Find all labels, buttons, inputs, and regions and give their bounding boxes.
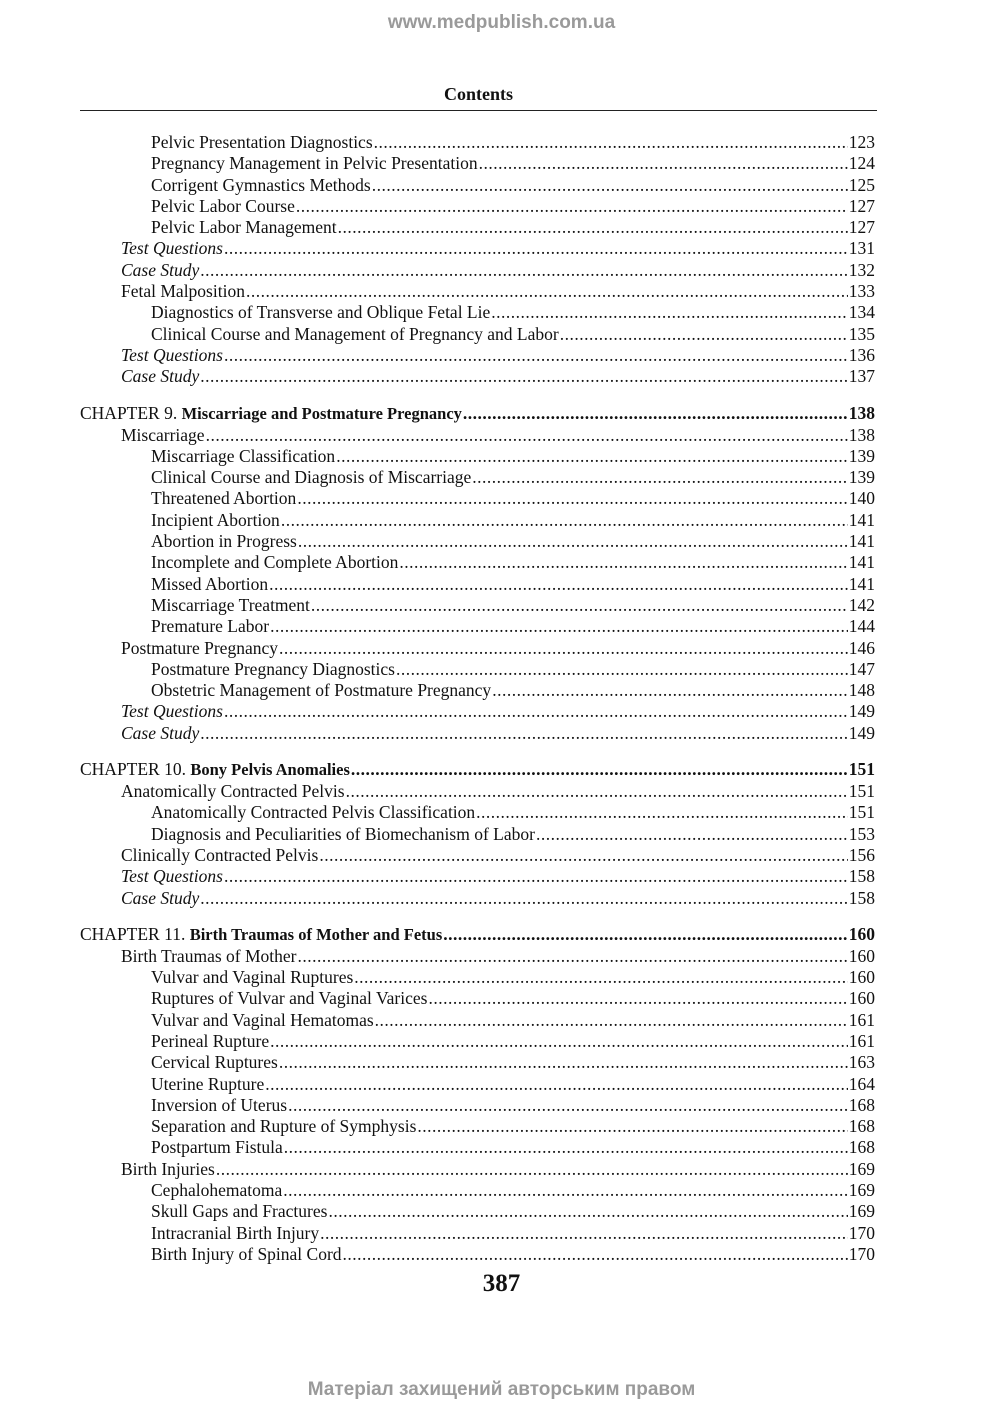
toc-entry-title: Pregnancy Management in Pelvic Presentation xyxy=(151,153,478,174)
toc-page-number: 144 xyxy=(848,616,875,637)
toc-entry-row xyxy=(80,531,875,552)
toc-entry-row xyxy=(80,510,875,531)
toc-entry-row xyxy=(80,446,875,467)
toc-entry-title: Threatened Abortion xyxy=(151,488,297,509)
toc-entry-title: Pelvic Labor Management xyxy=(151,217,337,238)
toc-chapter-label: CHAPTER 11. xyxy=(80,923,186,944)
toc-page-number: 127 xyxy=(848,195,875,216)
toc-entry-title: Pelvic Labor Course xyxy=(151,195,295,216)
toc-entry-title: Inversion of Uterus xyxy=(151,1094,288,1115)
toc-entry-title: Test Questions xyxy=(121,344,223,365)
toc-entry-row xyxy=(80,638,875,659)
toc-page-number: 146 xyxy=(848,637,875,658)
toc-entry-row xyxy=(80,1180,875,1201)
toc-entry-row xyxy=(80,1159,875,1180)
toc-page-number: 156 xyxy=(848,844,875,865)
dot-leader xyxy=(288,1095,848,1116)
toc-entry-title: Case Study xyxy=(121,259,200,280)
dot-leader xyxy=(200,260,847,281)
toc-entry-row xyxy=(80,888,875,909)
dot-leader xyxy=(399,552,847,573)
dot-leader xyxy=(472,467,847,488)
toc-entry-title: Incomplete and Complete Abortion xyxy=(151,552,399,573)
toc-page-number: 168 xyxy=(848,1116,875,1137)
toc-page-number: 160 xyxy=(848,967,875,988)
toc-entry-title: Case Study xyxy=(121,887,200,908)
dot-leader xyxy=(417,1116,847,1137)
toc-entry-row xyxy=(80,488,875,509)
dot-leader xyxy=(224,345,848,366)
dot-leader xyxy=(372,175,848,196)
dot-leader xyxy=(491,302,847,323)
toc-page-number: 158 xyxy=(848,866,875,887)
toc-page-number: 148 xyxy=(848,680,875,701)
dot-leader xyxy=(476,802,848,823)
dot-leader xyxy=(320,1223,848,1244)
toc-page-number: 138 xyxy=(848,402,875,423)
toc-chapter-title: Bony Pelvis Anomalies xyxy=(190,760,350,780)
dot-leader xyxy=(479,153,848,174)
dot-leader xyxy=(297,488,847,509)
toc-page-number: 137 xyxy=(848,366,875,387)
dot-leader xyxy=(351,757,848,781)
copyright-footer: Матеріал захищений авторським правом xyxy=(307,1379,696,1400)
toc-page-number: 158 xyxy=(848,887,875,908)
toc-page-number: 161 xyxy=(848,1009,875,1030)
toc-entry-row xyxy=(80,1074,875,1095)
toc-chapter-label: CHAPTER 9. xyxy=(80,402,178,423)
toc-entry-title: Incipient Abortion xyxy=(151,509,280,530)
toc-chapter-heading xyxy=(80,757,350,782)
dot-leader xyxy=(443,922,847,946)
toc-entry-title: Miscarriage Classification xyxy=(151,445,336,466)
dot-leader xyxy=(298,531,848,552)
toc-entry-title: Vulvar and Vaginal Hematomas xyxy=(151,1009,374,1030)
toc-chapter-row xyxy=(80,401,875,425)
toc-page-number: 153 xyxy=(848,823,875,844)
toc-page-number: 160 xyxy=(848,945,875,966)
dot-leader xyxy=(296,196,848,217)
toc-entry-row xyxy=(80,802,875,823)
toc-entry-row xyxy=(80,967,875,988)
toc-entry-title: Birth Injury of Spinal Cord xyxy=(151,1243,342,1264)
toc-entry-row xyxy=(80,217,875,238)
toc-page-number: 164 xyxy=(848,1073,875,1094)
toc-entry-title: Diagnostics of Transverse and Oblique Fetal Lie xyxy=(151,302,491,323)
toc-page-number: 140 xyxy=(848,488,875,509)
toc-entry-title: Miscarriage Treatment xyxy=(151,594,310,615)
toc-entry-title: Anatomically Contracted Pelvis xyxy=(121,781,345,802)
toc-entry-title: Abortion in Progress xyxy=(151,531,297,552)
toc-page-number: 131 xyxy=(848,238,875,259)
toc-page-number: 141 xyxy=(848,531,875,552)
toc-entry-title: Case Study xyxy=(121,722,200,743)
toc-entry-row xyxy=(80,196,875,217)
toc-entry-row xyxy=(80,1244,875,1265)
toc-page-number: 163 xyxy=(848,1052,875,1073)
toc-entry-row xyxy=(80,1010,875,1031)
toc-entry-row xyxy=(80,659,875,680)
toc-entry-title: Test Questions xyxy=(121,866,223,887)
toc-entry-row xyxy=(80,574,875,595)
toc-page-number: 138 xyxy=(848,424,875,445)
toc-entry-row xyxy=(80,866,875,887)
toc-entry-row xyxy=(80,324,875,345)
dot-leader xyxy=(298,946,848,967)
toc-page-number: 125 xyxy=(848,174,875,195)
toc-page-number: 136 xyxy=(848,344,875,365)
toc-entry-title: Vulvar and Vaginal Ruptures xyxy=(151,967,354,988)
toc-entry-row xyxy=(80,781,875,802)
toc-entry-title: Fetal Malposition xyxy=(121,281,245,302)
toc-entry-title: Uterine Rupture xyxy=(151,1073,265,1094)
toc-chapter-title: Miscarriage and Postmature Pregnancy xyxy=(181,403,462,423)
toc-page-number: 134 xyxy=(848,302,875,323)
dot-leader xyxy=(270,616,848,637)
dot-leader xyxy=(224,701,848,722)
toc-page-number: 169 xyxy=(848,1201,875,1222)
toc-entry-title: Diagnosis and Peculiarities of Biomechanism of Labor xyxy=(151,823,535,844)
dot-leader xyxy=(279,638,848,659)
toc-entry-row xyxy=(80,1137,875,1158)
toc-page-number: 170 xyxy=(848,1222,875,1243)
toc-page-number: 168 xyxy=(848,1094,875,1115)
toc-entry-row xyxy=(80,238,875,259)
toc-page-number: 147 xyxy=(848,658,875,679)
dot-leader xyxy=(246,281,848,302)
toc-entry-title: Clinically Contracted Pelvis xyxy=(121,844,319,865)
dot-leader xyxy=(492,680,848,701)
toc-entry-title: Cervical Ruptures xyxy=(151,1052,278,1073)
toc-entry-row xyxy=(80,1031,875,1052)
toc-entry-row xyxy=(80,824,875,845)
toc-entry-title: Obstetric Management of Postmature Pregnancy xyxy=(151,680,492,701)
toc-entry-row xyxy=(80,345,875,366)
toc-page-number: 141 xyxy=(848,552,875,573)
toc-page-number: 151 xyxy=(848,759,875,780)
dot-leader xyxy=(265,1074,848,1095)
toc-entry-row xyxy=(80,366,875,387)
dot-leader xyxy=(346,781,848,802)
toc-entry-row xyxy=(80,281,875,302)
toc-entry-row xyxy=(80,175,875,196)
toc-entry-row xyxy=(80,845,875,866)
toc-page-number: 133 xyxy=(848,281,875,302)
toc-page-number: 127 xyxy=(848,217,875,238)
dot-leader xyxy=(343,1244,848,1265)
dot-leader xyxy=(428,988,847,1009)
toc-entry-row xyxy=(80,680,875,701)
toc-page-number: 139 xyxy=(848,467,875,488)
toc-page-number: 149 xyxy=(848,701,875,722)
dot-leader xyxy=(396,659,848,680)
toc-entry-title: Clinical Course and Management of Pregnancy and Labor xyxy=(151,323,559,344)
toc-page-number: 151 xyxy=(848,781,875,802)
header-divider xyxy=(80,110,877,111)
toc-entry-title: Birth Traumas of Mother xyxy=(121,945,297,966)
dot-leader xyxy=(560,324,848,345)
toc-chapter-heading xyxy=(80,922,442,947)
dot-leader xyxy=(328,1201,847,1222)
dot-leader xyxy=(311,595,848,616)
toc-entry-row xyxy=(80,1116,875,1137)
page-number: 387 xyxy=(482,1270,521,1297)
toc-entry-title: Perineal Rupture xyxy=(151,1030,270,1051)
toc-entry-title: Case Study xyxy=(121,366,200,387)
dot-leader xyxy=(338,217,848,238)
toc-entry-title: Corrigent Gymnastics Methods xyxy=(151,174,371,195)
toc-page-number: 151 xyxy=(848,802,875,823)
toc-entry-row xyxy=(80,260,875,281)
toc-page-number: 168 xyxy=(848,1137,875,1158)
toc-page-number: 142 xyxy=(848,594,875,615)
dot-leader xyxy=(463,401,848,425)
dot-leader xyxy=(536,824,848,845)
dot-leader xyxy=(279,1052,848,1073)
dot-leader xyxy=(224,238,848,259)
toc-entry-title: Pelvic Presentation Diagnostics xyxy=(151,132,373,152)
toc-entry-row xyxy=(80,1201,875,1222)
toc-page-number: 160 xyxy=(848,923,875,944)
toc-page-number: 170 xyxy=(848,1243,875,1264)
dot-leader xyxy=(283,1180,848,1201)
toc-entry-row xyxy=(80,132,875,153)
toc-entry-row xyxy=(80,723,875,744)
dot-leader xyxy=(336,446,848,467)
table-of-contents xyxy=(80,132,875,1265)
toc-entry-title: Cephalohematoma xyxy=(151,1180,283,1201)
toc-page-number: 135 xyxy=(848,323,875,344)
toc-entry-title: Missed Abortion xyxy=(151,573,269,594)
toc-chapter-title: Birth Traumas of Mother and Fetus xyxy=(189,924,443,944)
dot-leader xyxy=(375,1010,848,1031)
toc-entry-row xyxy=(80,1052,875,1073)
toc-entry-title: Intracranial Birth Injury xyxy=(151,1222,320,1243)
toc-entry-title: Postmature Pregnancy xyxy=(121,637,278,658)
toc-entry-row xyxy=(80,153,875,174)
toc-entry-title: Separation and Rupture of Symphysis xyxy=(151,1116,417,1137)
toc-page-number: 141 xyxy=(848,509,875,530)
toc-page-number: 123 xyxy=(848,132,875,152)
dot-leader xyxy=(319,845,847,866)
dot-leader xyxy=(269,574,848,595)
toc-entry-row xyxy=(80,467,875,488)
toc-chapter-row xyxy=(80,757,875,781)
dot-leader xyxy=(200,723,847,744)
toc-page-number: 160 xyxy=(848,988,875,1009)
toc-page-number: 169 xyxy=(848,1158,875,1179)
toc-entry-row xyxy=(80,552,875,573)
toc-page-number: 161 xyxy=(848,1030,875,1051)
toc-entry-row xyxy=(80,701,875,722)
toc-entry-title: Postmature Pregnancy Diagnostics xyxy=(151,658,395,679)
toc-entry-title: Premature Labor xyxy=(151,616,270,637)
dot-leader xyxy=(200,888,847,909)
dot-leader xyxy=(270,1031,848,1052)
toc-chapter-label: CHAPTER 10. xyxy=(80,759,186,780)
dot-leader xyxy=(374,132,848,153)
toc-entry-title: Skull Gaps and Fractures xyxy=(151,1201,328,1222)
running-head: Contents xyxy=(443,84,513,104)
toc-entry-title: Test Questions xyxy=(121,701,223,722)
toc-entry-title: Clinical Course and Diagnosis of Miscarriage xyxy=(151,467,472,488)
toc-page-number: 139 xyxy=(848,445,875,466)
toc-chapter-row xyxy=(80,922,875,946)
toc-entry-row xyxy=(80,1223,875,1244)
toc-entry-title: Postpartum Fistula xyxy=(151,1137,283,1158)
toc-entry-row xyxy=(80,302,875,323)
toc-page-number: 132 xyxy=(848,259,875,280)
dot-leader xyxy=(224,866,848,887)
toc-entry-title: Ruptures of Vulvar and Vaginal Varices xyxy=(151,988,428,1009)
toc-entry-row xyxy=(80,1095,875,1116)
dot-leader xyxy=(200,366,847,387)
toc-chapter-heading xyxy=(80,401,462,426)
toc-entry-row xyxy=(80,595,875,616)
dot-leader xyxy=(216,1159,848,1180)
toc-entry-title: Anatomically Contracted Pelvis Classification xyxy=(151,802,476,823)
site-url: www.medpublish.com.ua xyxy=(387,12,616,33)
toc-page-number: 169 xyxy=(848,1180,875,1201)
toc-entry-title: Miscarriage xyxy=(121,424,205,445)
dot-leader xyxy=(281,510,848,531)
toc-entry-row xyxy=(80,946,875,967)
toc-page-number: 149 xyxy=(848,722,875,743)
toc-page-number: 124 xyxy=(848,153,875,174)
toc-entry-row xyxy=(80,988,875,1009)
toc-entry-title: Birth Injuries xyxy=(121,1158,215,1179)
toc-entry-row xyxy=(80,616,875,637)
dot-leader xyxy=(206,425,848,446)
toc-entry-row xyxy=(80,425,875,446)
dot-leader xyxy=(354,967,847,988)
dot-leader xyxy=(284,1137,848,1158)
toc-entry-title: Test Questions xyxy=(121,238,223,259)
toc-page-number: 141 xyxy=(848,573,875,594)
